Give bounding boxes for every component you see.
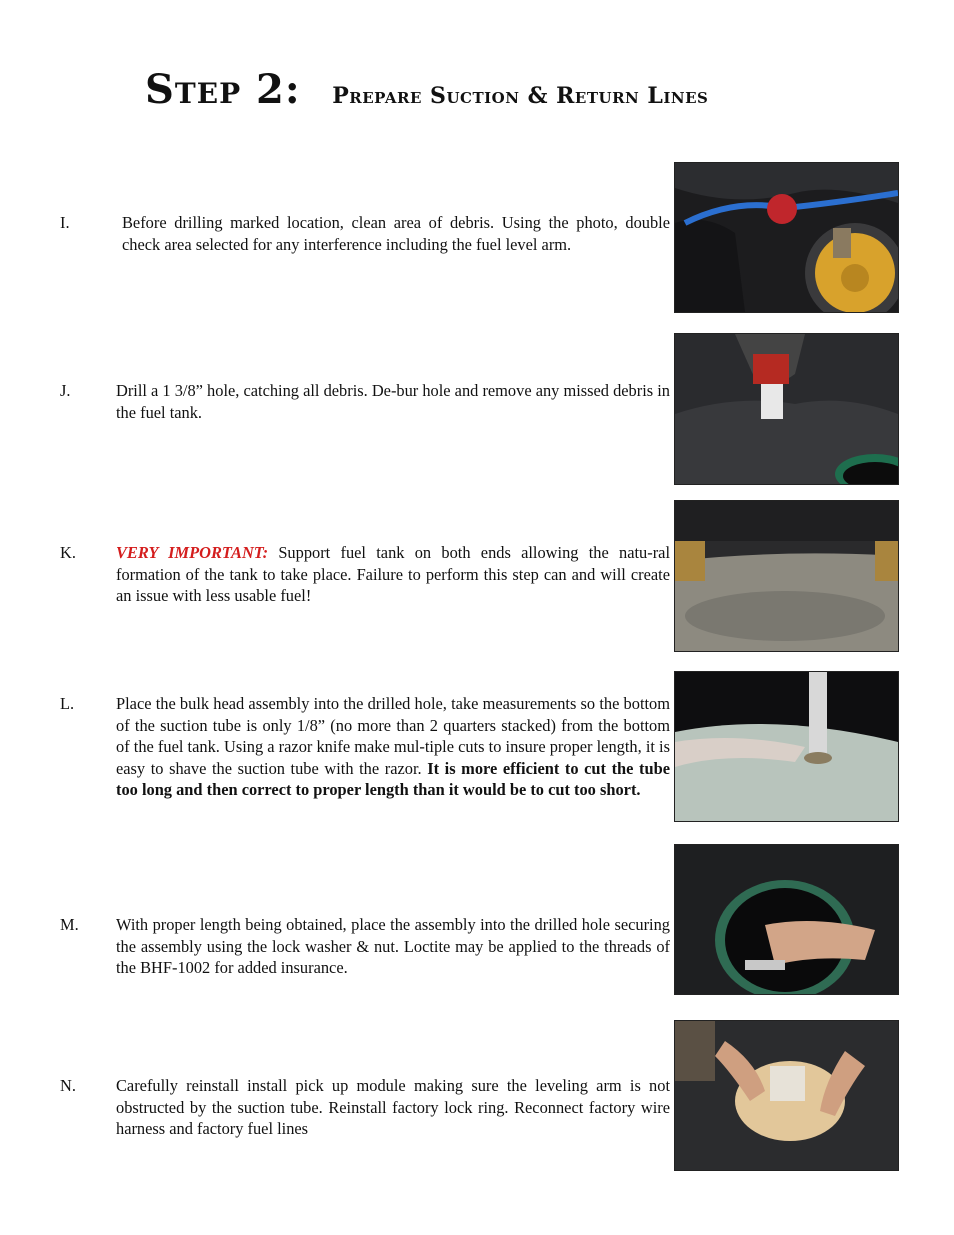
step-text: Carefully reinstall install pick up module making sure the leveling arm is not obstructed by the suction tube. Reinstall factory lock ring. Reconnect factory wire harness and factory fuel lines (116, 1076, 670, 1139)
step-text (116, 542, 670, 607)
photo-fuel-tank-marked (674, 162, 899, 313)
step-emphasis: It is more efficient to cut the tube too long and then correct to proper length than it would be to cut too short. (116, 758, 671, 800)
step-text: With proper length being obtained, place the assembly into the drilled hole securing the assembly using the lock washer & nut. Loctite may be applied to the threads of the BHF-1002 for added insurance. (116, 915, 670, 978)
step-letter: M. (60, 915, 79, 934)
step-text: Before drilling marked location, clean area of debris. Using the photo, double check area selected for any interference including the fuel level arm. (122, 213, 670, 254)
photo-drilling-hole (674, 333, 899, 485)
step-letter: K. (60, 543, 76, 562)
step-text: Drill a 1 3/8” hole, catching all debris. De-bur hole and remove any missed debris in the fuel tank. (116, 381, 670, 422)
page-title (145, 66, 708, 113)
step-number: Step 2: (145, 66, 301, 113)
step-letter: J. (60, 381, 71, 400)
step-subtitle: Prepare Suction & Return Lines (332, 83, 709, 109)
photo-lock-washer (674, 844, 899, 995)
step-letter: I. (60, 213, 70, 232)
photo-supported-tank (674, 500, 899, 652)
photo-pickup-module (674, 1020, 899, 1171)
photo-suction-tube (674, 671, 899, 822)
step-body: Support fuel tank on both ends allowing the natu-ral formation of the tank to take place. Failure to perform this step can and will create an issue with less usable fuel! (116, 543, 670, 606)
step-letter: N. (60, 1076, 76, 1095)
step-body: Place the bulk head assembly into the drilled hole, take measurements so the bottom of the suction tube is only 1/8” (no more than 2 quarters stacked) from the bottom of the fuel tank. Using a razor knife make mul-tiple cuts to insure proper length, it is easy to shave the suction tube with the razor. (116, 694, 670, 778)
step-text (116, 693, 670, 801)
step-letter: L. (60, 694, 75, 713)
warning-label: VERY IMPORTANT: (116, 543, 269, 562)
